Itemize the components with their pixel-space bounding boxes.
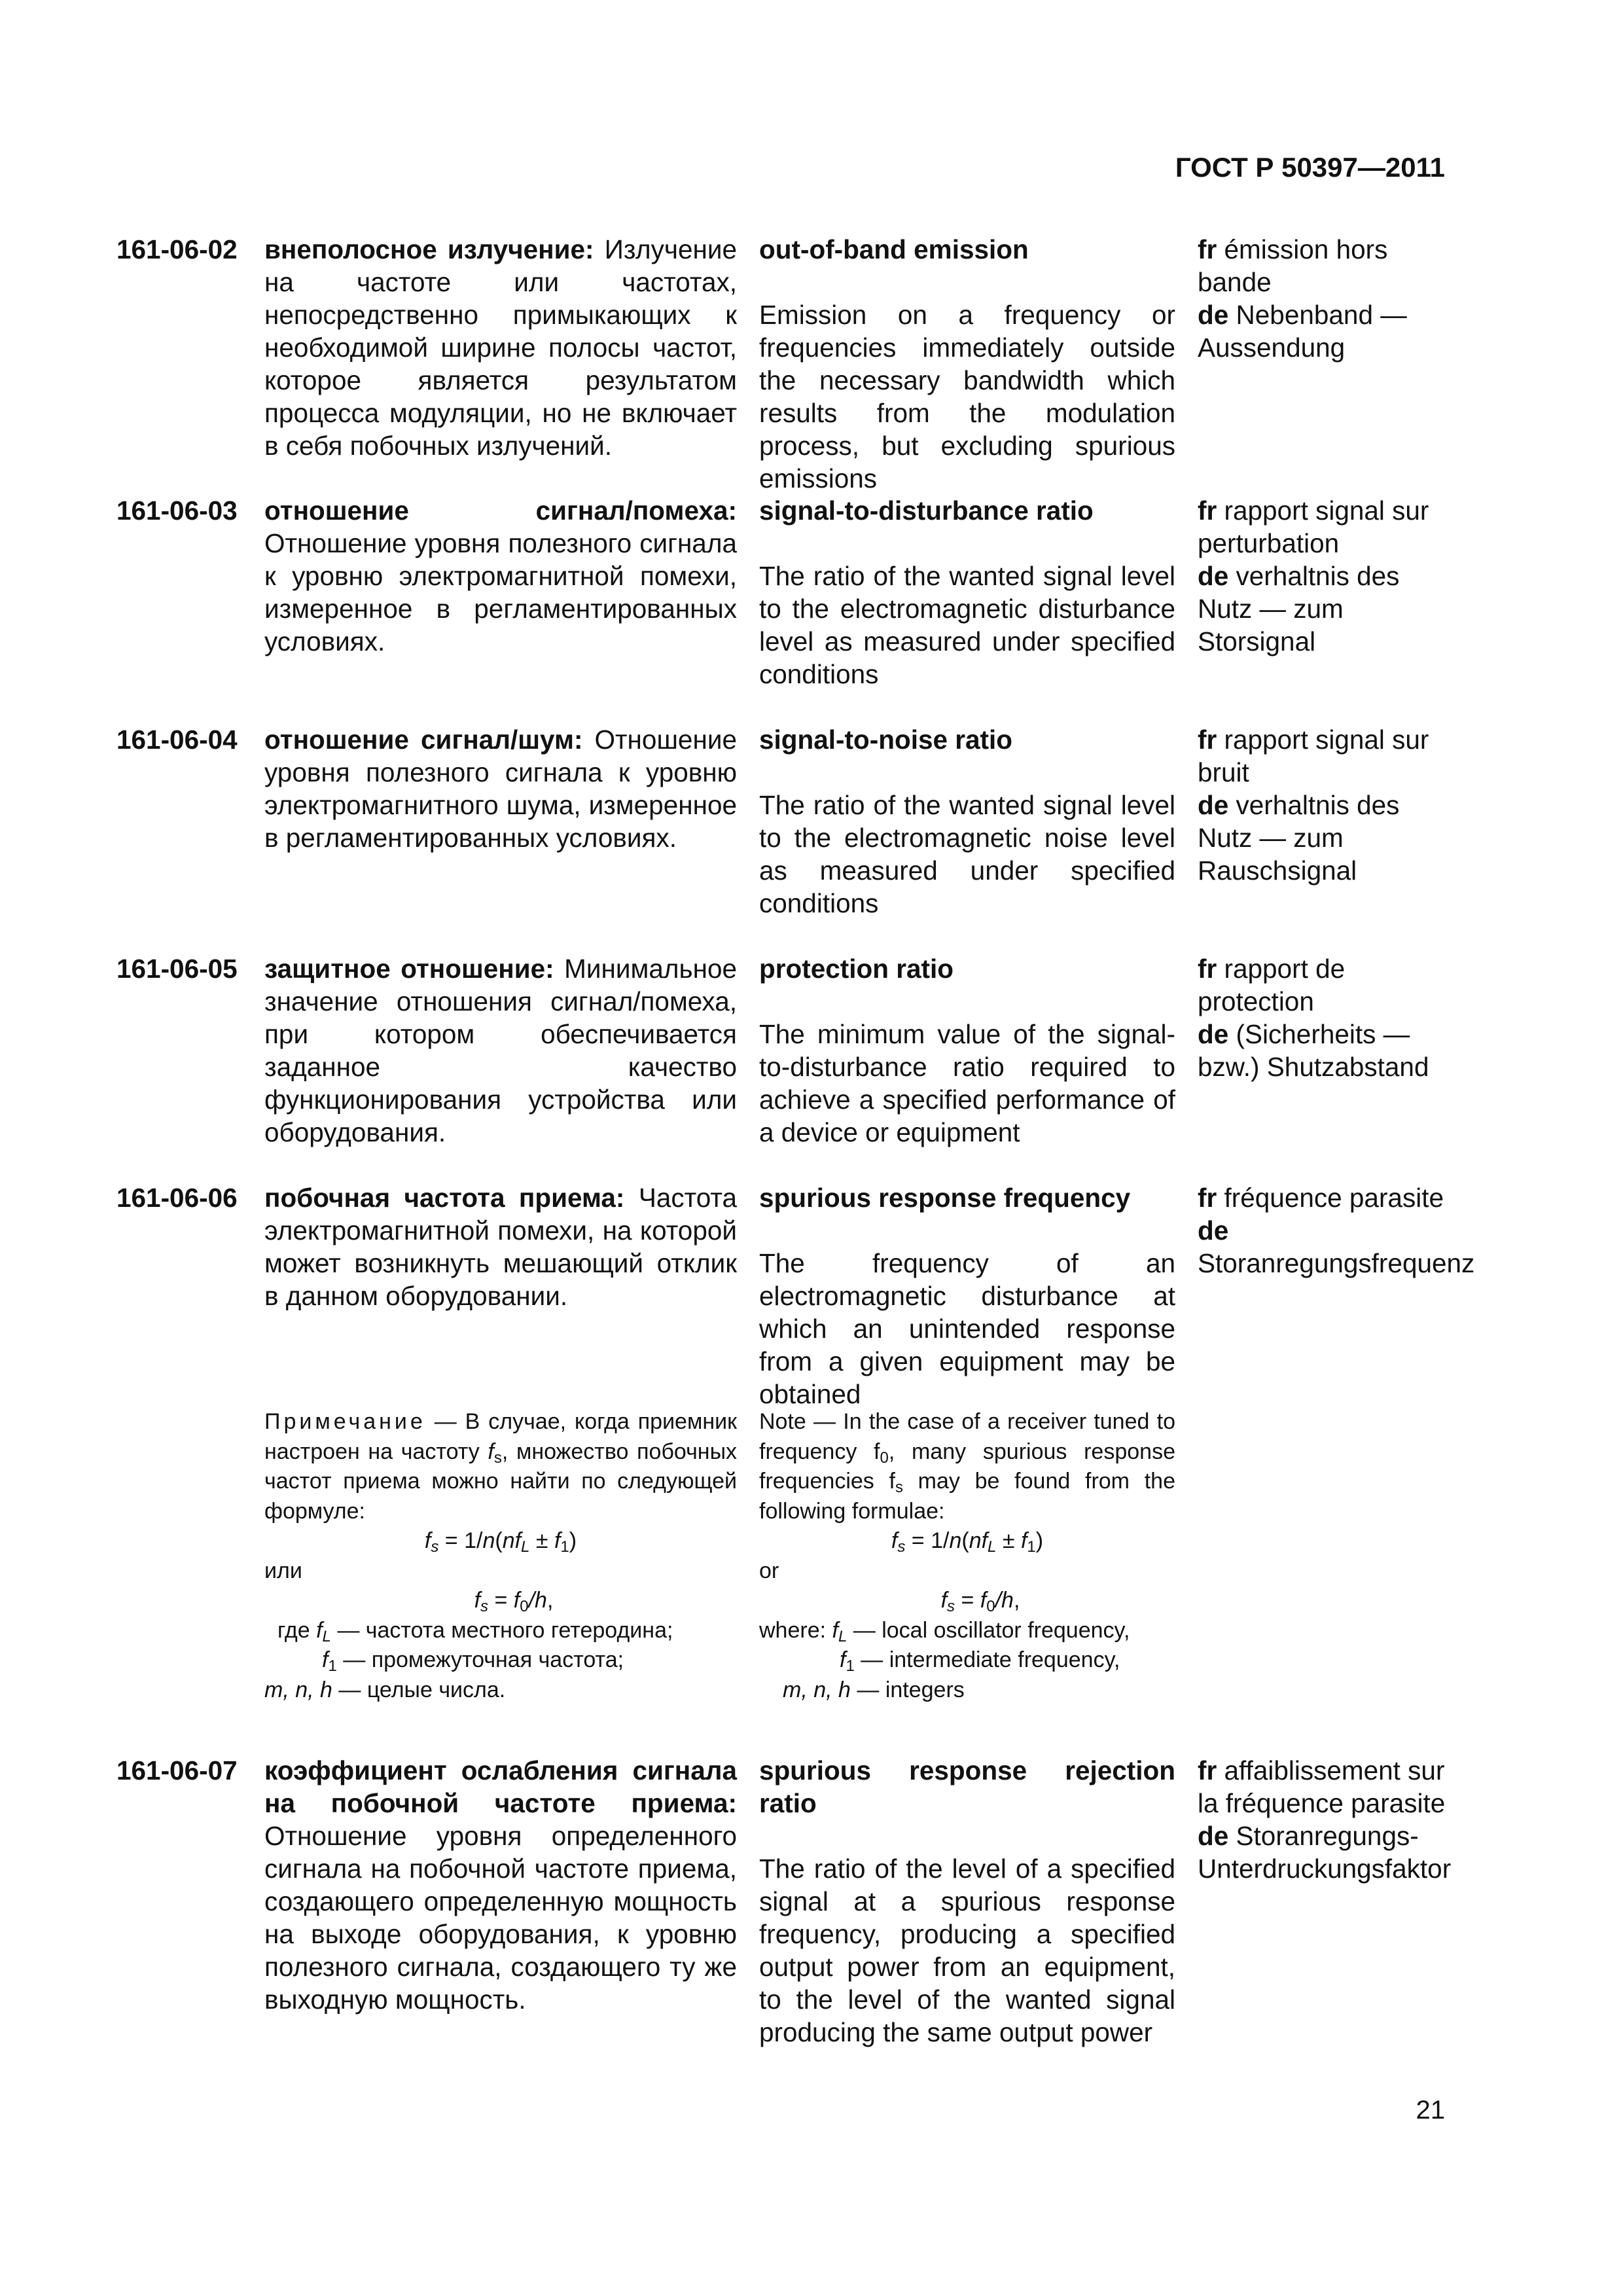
en-term: signal-to-noise ratio <box>759 725 1013 755</box>
fr-term: émission hors bande <box>1198 234 1388 297</box>
en-text: The ratio of the level of a specified signal at a spurious response frequency, producing a specified output power from an equipment, to the level of the wanted signal producing the same output power <box>759 1854 1175 2047</box>
ru-term: побочная частота приема: <box>264 1183 625 1213</box>
en-term: spurious response frequency <box>759 1183 1131 1213</box>
document-header: ГОСТ Р 50397—2011 <box>1175 152 1445 183</box>
fr-term: rapport signal sur perturbation <box>1198 495 1429 558</box>
formula-2: $f_s = f_0/h$, <box>474 1588 554 1615</box>
en-text: The ratio of the wanted signal level to the electromagnetic noise level as measured under specified conditions <box>759 790 1175 918</box>
where-line-1: где $f_L$ — частота местного гетеродина; <box>277 1617 673 1645</box>
ru-definition <box>264 723 737 854</box>
en-text: The minimum value of the signal-to-disturbance ratio required to achieve a specified performance of a device or equipment <box>759 1019 1175 1147</box>
de-term: verhaltnis des Nutz — zum Rauschsignal <box>1198 790 1400 886</box>
ru-text: Отношение уровня полезного сигнала к уровню электромагнитной помехи, измеренное в регламентированных условиях. <box>264 528 737 656</box>
ru-text: Минимальное значение отношения сигнал/помеха, при котором обеспечивается заданное качество функционирования устройства или оборудования. <box>264 954 737 1147</box>
fr-term: rapport signal sur bruit <box>1198 725 1429 787</box>
where-line-1: where: $f_L$ — local oscillator frequency, <box>759 1617 1130 1645</box>
en-term: spurious response rejection ratio <box>759 1755 1175 1818</box>
ru-term: отношение сигнал/помеха: <box>264 495 737 526</box>
other-languages: fr fréquence parasite de Storanregungsfrequenz <box>1198 1183 1475 1278</box>
ru-definition <box>264 1754 737 2016</box>
other-languages: fr rapport de protection de (Sicherheits — bzw.) Shutzabstand <box>1198 954 1429 1082</box>
de-term: Storanregungsfrequenz <box>1198 1248 1475 1278</box>
other-languages: fr rapport signal sur perturbation de verhaltnis des Nutz — zum Storsignal <box>1198 495 1429 656</box>
fr-term: fréquence parasite <box>1224 1183 1444 1213</box>
or-text: или <box>264 1558 302 1583</box>
ru-text: Отношение уровня полезного сигнала к уровню электромагнитного шума, измеренное в регламентированных условиях. <box>264 725 737 853</box>
entry-number: 161-06-06 <box>116 1183 238 1213</box>
note-en: Note — In the case of a receiver tuned to frequency $f_0$, many spurious response frequencies $f_s$ may be found from the following formulae: $f_s = 1/n(nf_L \pm f_1)$ or $f_s = f_0/h$, where: $f_L$ — local oscillator frequency, $f_1$ — intermediate frequency, m, n, h — integers <box>759 1407 1175 1705</box>
en-text: Emission on a frequency or frequencies immediately outside the necessary bandwidth which results from the modulation process, but excluding spurious emissions <box>759 300 1175 493</box>
note-ru: Примечание — В случае, когда приемник настроен на частоту $f_s$, множество побочных частот приема можно найти по следующей формуле: $f_s = 1/n(nf_L \pm f_1)$ или $f_s = f_0/h$, где $f_L$ — частота местного гетеродина; $f_1$ — промежуточная частота; m, n, h — целые числа. <box>264 1407 737 1705</box>
where-line-3: m, n, h — integers <box>783 1677 965 1702</box>
entry-number: 161-06-07 <box>116 1755 238 1785</box>
en-text: The ratio of the wanted signal level to the electromagnetic disturbance level as measured under specified conditions <box>759 561 1175 689</box>
where-line-2: $f_1$ — intermediate frequency, <box>840 1647 1120 1675</box>
or-text: or <box>759 1558 779 1583</box>
fr-term: affaiblissement sur la fréquence parasite <box>1198 1755 1446 1818</box>
de-term: Nebenband — Aussendung <box>1198 300 1407 363</box>
entry-number: 161-06-04 <box>116 725 238 755</box>
ru-definition <box>264 1181 737 1312</box>
fr-term: rapport de protection <box>1198 954 1346 1016</box>
formula-2: $f_s = f_0/h$, <box>940 1588 1020 1615</box>
ru-term: коэффициент ослабления сигнала на побочной частоте приема: <box>264 1755 737 1818</box>
ru-definition <box>264 494 737 658</box>
en-definition <box>759 723 1175 920</box>
en-definition <box>759 1754 1175 2049</box>
note-label: Примечание <box>264 1409 426 1434</box>
other-languages: fr rapport signal sur bruit de verhaltnis des Nutz — zum Rauschsignal <box>1198 725 1429 886</box>
formula-1: $f_s = 1/n(nf_L \pm f_1)$ <box>891 1528 1044 1556</box>
ru-term: внеполосное излучение: <box>264 234 594 264</box>
ru-text: Отношение уровня определенного сигнала на побочной частоте приема, создающего определенную мощность на выходе оборудования, к уровню полезного сигнала, создающего ту же выходную мощность. <box>264 1821 737 2015</box>
ru-text: Излучение на частоте или частотах, непосредственно примыкающих к необходимой ширине полосы частот, которое является результатом процесса модуляции, но не включает в себя побочных излучений. <box>264 234 737 461</box>
ru-definition <box>264 233 737 462</box>
ru-term: отношение сигнал/шум: <box>264 725 583 755</box>
en-term: signal-to-disturbance ratio <box>759 495 1094 526</box>
entry-number: 161-06-03 <box>116 495 238 526</box>
en-term: protection ratio <box>759 954 954 984</box>
entry-number: 161-06-05 <box>116 954 238 984</box>
en-definition <box>759 1181 1175 1410</box>
entry-number: 161-06-02 <box>116 234 238 264</box>
en-text: The frequency of an electromagnetic disturbance at which an unintended response from a given equipment may be obtained <box>759 1248 1175 1409</box>
formula-1: $f_s = 1/n(nf_L \pm f_1)$ <box>424 1528 577 1556</box>
ru-definition <box>264 952 737 1149</box>
en-definition <box>759 952 1175 1149</box>
en-term: out-of-band emission <box>759 234 1029 264</box>
en-definition <box>759 233 1175 495</box>
where-line-2: $f_1$ — промежуточная частота; <box>322 1647 624 1675</box>
de-term: (Sicherheits — bzw.) Shutzabstand <box>1198 1019 1429 1082</box>
de-term: verhaltnis des Nutz — zum Storsignal <box>1198 561 1400 656</box>
page-number: 21 <box>1416 2096 1445 2125</box>
ru-text: Частота электромагнитной помехи, на которой может возникнуть мешающий отклик в данном оборудовании. <box>264 1183 737 1311</box>
en-definition <box>759 494 1175 691</box>
other-languages: fr émission hors bande de Nebenband — Aussendung <box>1198 234 1407 363</box>
de-term: Storanregungs-Unterdruckungsfaktor <box>1198 1821 1452 1884</box>
ru-term: защитное отношение: <box>264 954 554 984</box>
where-line-3: m, n, h — целые числа. <box>264 1677 506 1702</box>
other-languages: fr affaiblissement sur la fréquence parasite de Storanregungs-Unterdruckungsfaktor <box>1198 1755 1452 1884</box>
